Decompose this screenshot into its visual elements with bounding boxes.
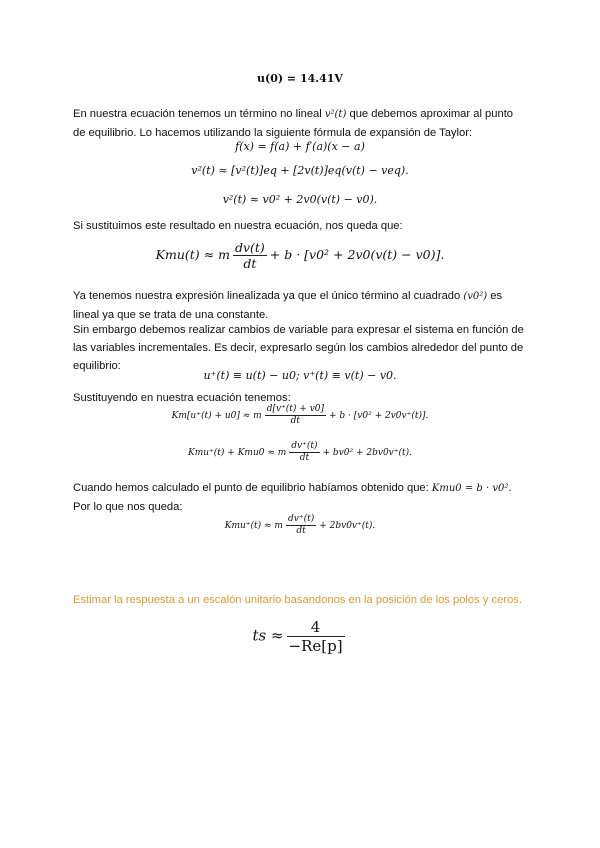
equation-taylor: f(x) = f(a) + f′(a)(x − a) <box>235 140 365 153</box>
paragraph-equilibrium: Cuando hemos calculado el punto de equilibrio habíamos obtenido que: Kmu0 = b · v0². Por lo que nos queda: <box>73 482 512 513</box>
section-heading-step-response: Estimar la respuesta a un escalón unitario basandonos en la posición de los polos y ceros. <box>73 594 523 606</box>
inline-math-v2: v²(t) <box>324 109 347 120</box>
equation-u0: u(0) = 14.41V <box>257 72 343 85</box>
equation-sub-step1: Km[u⁺(t) + u0] ≈ m $\frac{d[v^+(t) + v0]}{dt}$ + b · [v0² + 2v0v⁺(t)]. <box>171 404 429 426</box>
equation-v2-linear: v²(t) ≈ v0² + 2v0(v(t) − v0). <box>222 193 378 206</box>
inline-math-v0-squared: (v0²) <box>463 291 488 302</box>
equation-settling-time: ts ≈ $\frac{4}{-Re[p]}$ <box>252 618 343 655</box>
equation-sub-step2: Kmu⁺(t) + Kmu0 ≈ m $\frac{dv^+(t)}{dt}$ + bv0² + 2bv0v⁺(t). <box>187 441 413 463</box>
paragraph-variable-change: Sin embargo debemos realizar cambios de variable para expresar el sistema en función de las variables incrementales. Es decir, expresarlo según los cambios alrededor del punto de equilibrio: <box>73 324 524 372</box>
equation-substituted: Kmu(t) ≈ m $\frac{dv(t)}{dt}$ + b · [v0² + 2v0(v(t) − v0)]. <box>155 240 445 271</box>
inline-math-equilibrium: Kmu0 = b · v0². <box>431 483 512 494</box>
equation-incremental: u⁺(t) ≡ u(t) − u0; v⁺(t) ≡ v(t) − v0. <box>203 369 397 382</box>
paragraph-linearized: Ya tenemos nuestra expresión linealizada ya que el único término al cuadrado (v0²) es lineal ya que se trata de una constante. <box>73 290 503 321</box>
paragraph-substituting: Sustituyendo en nuestra ecuación tenemos: <box>73 392 291 404</box>
equation-final-linearized: Kmu⁺(t) ≈ m $\frac{dv^+(t)}{dt}$ + 2bv0v⁺(t). <box>224 514 376 536</box>
paragraph-substitute: Si sustituimos este resultado en nuestra ecuación, nos queda que: <box>73 220 403 232</box>
paragraph-nonlinear-term: En nuestra ecuación tenemos un término no lineal v²(t) que debemos aproximar al punto de equilibrio. Lo hacemos utilizando la siguiente fórmula de expansión de Taylor: <box>73 108 514 139</box>
equation-v2-approx: v²(t) ≈ [v²(t)]eq + [2v(t)]eq(v(t) − veq). <box>191 164 409 177</box>
